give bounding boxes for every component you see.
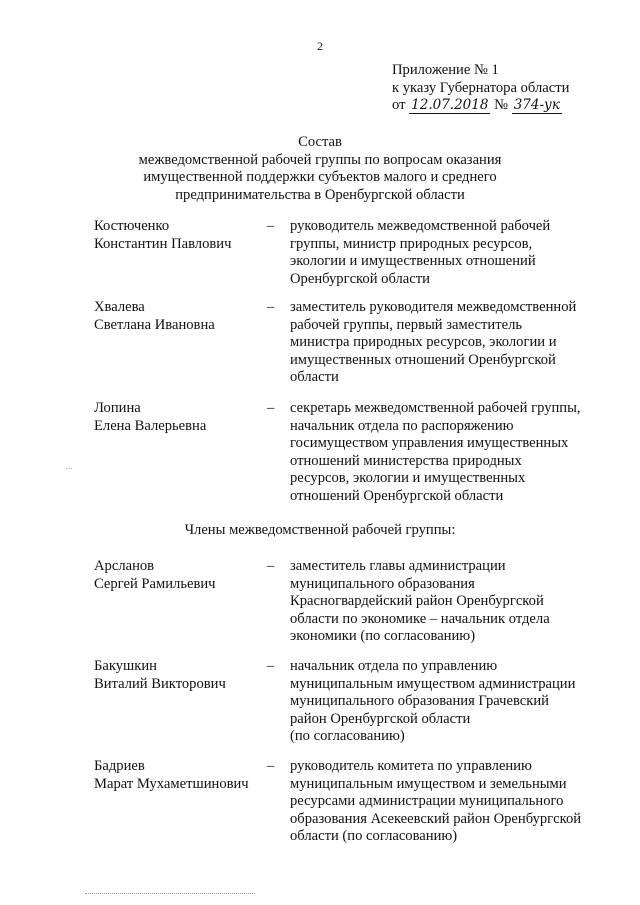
position-line: руководитель межведомственной рабочей	[290, 218, 551, 234]
appendix-date-line	[392, 97, 632, 115]
position-line: Красногвардейский район Оренбургской	[290, 593, 544, 609]
dash-separator: –	[267, 299, 275, 315]
page-number: 2	[317, 39, 323, 53]
appendix-title: Приложение № 1	[392, 62, 499, 78]
title-line-1: Состав	[298, 134, 342, 150]
position-line: образования Асекеевский район Оренбургской	[290, 810, 582, 827]
position-line: муниципального образования Грачевский	[290, 693, 549, 709]
person-name	[94, 758, 264, 793]
dash-separator: –	[267, 758, 275, 774]
person-given-names: Марат Мухаметшинович	[94, 775, 249, 792]
position-line: отношений Оренбургской области	[290, 487, 504, 504]
position-line: ресурсов, экологии и имущественных	[290, 470, 526, 486]
scan-margin-mark	[66, 468, 72, 469]
position-line: министра природных ресурсов, экологии и	[290, 334, 557, 350]
title-line-3: имущественной поддержки субъектов малого и среднего	[143, 169, 497, 185]
person-given-names: Елена Валерьевна	[94, 417, 207, 434]
position-line: отношений министерства природных	[290, 452, 522, 469]
position-line: рабочей группы, первый заместитель	[290, 316, 523, 333]
person-position	[290, 400, 610, 505]
person-name	[94, 658, 264, 693]
person-given-names: Виталий Викторович	[94, 675, 226, 692]
position-line: секретарь межведомственной рабочей группы,	[290, 400, 581, 416]
appendix-number: 374-ук	[513, 97, 560, 113]
appendix-block	[392, 62, 632, 115]
person-position	[290, 758, 610, 846]
person-surname: Лопина	[94, 400, 141, 416]
appendix-from-label: от	[392, 97, 406, 113]
person-name	[94, 558, 264, 593]
position-line: заместитель руководителя межведомственной	[290, 299, 577, 315]
position-line: муниципальным имуществом администрации	[290, 675, 576, 692]
position-line: заместитель главы администрации	[290, 558, 506, 574]
person-given-names: Светлана Ивановна	[94, 316, 215, 333]
appendix-number-sign: №	[494, 97, 509, 113]
position-line: области (по согласованию)	[290, 828, 458, 844]
position-line: район Оренбургской области	[290, 710, 471, 727]
position-line: (по согласованию)	[290, 728, 405, 744]
position-line: госимуществом управления имущественных	[290, 435, 569, 451]
appendix-date: 12.07.2018	[411, 97, 489, 113]
person-position	[290, 658, 610, 746]
position-line: муниципального образования	[290, 575, 475, 592]
person-name	[94, 299, 264, 334]
dash-separator: –	[267, 658, 275, 674]
person-name	[94, 400, 264, 435]
members-heading: Члены межведомственной рабочей группы:	[184, 522, 456, 538]
person-surname: Костюченко	[94, 218, 170, 234]
scan-footer-smudge	[85, 893, 255, 896]
position-line: группы, министр природных ресурсов,	[290, 235, 533, 252]
dash-separator: –	[267, 400, 275, 416]
person-surname: Бакушкин	[94, 658, 157, 674]
position-line: начальник отдела по управлению	[290, 658, 498, 674]
title-line-2: межведомственной рабочей группы по вопросам оказания	[138, 151, 502, 168]
person-position	[290, 558, 610, 646]
position-line: экономики (по согласованию)	[290, 628, 476, 644]
position-line: начальник отдела по распоряжению	[290, 417, 514, 434]
dash-separator: –	[267, 218, 275, 234]
person-given-names: Сергей Рамильевич	[94, 575, 216, 592]
position-line: Оренбургской области	[290, 270, 430, 287]
dash-separator: –	[267, 558, 275, 574]
person-position	[290, 218, 610, 288]
person-surname: Бадриев	[94, 758, 145, 774]
position-line: руководитель комитета по управлению	[290, 758, 532, 774]
position-line: области	[290, 369, 339, 385]
position-line: экологии и имущественных отношений	[290, 253, 536, 269]
person-given-names: Константин Павлович	[94, 235, 232, 252]
person-position	[290, 299, 610, 387]
title-line-4: предпринимательства в Оренбургской области	[175, 186, 465, 203]
person-surname: Хвалева	[94, 299, 145, 315]
position-line: ресурсами администрации муниципального	[290, 793, 564, 809]
position-line: области по экономике – начальник отдела	[290, 610, 550, 627]
person-surname: Арсланов	[94, 558, 155, 574]
person-name	[94, 218, 264, 253]
position-line: муниципальным имуществом и земельными	[290, 775, 567, 792]
position-line: имущественных отношений Оренбургской	[290, 351, 556, 368]
document-title	[110, 134, 530, 204]
appendix-decree: к указу Губернатора области	[392, 79, 570, 96]
